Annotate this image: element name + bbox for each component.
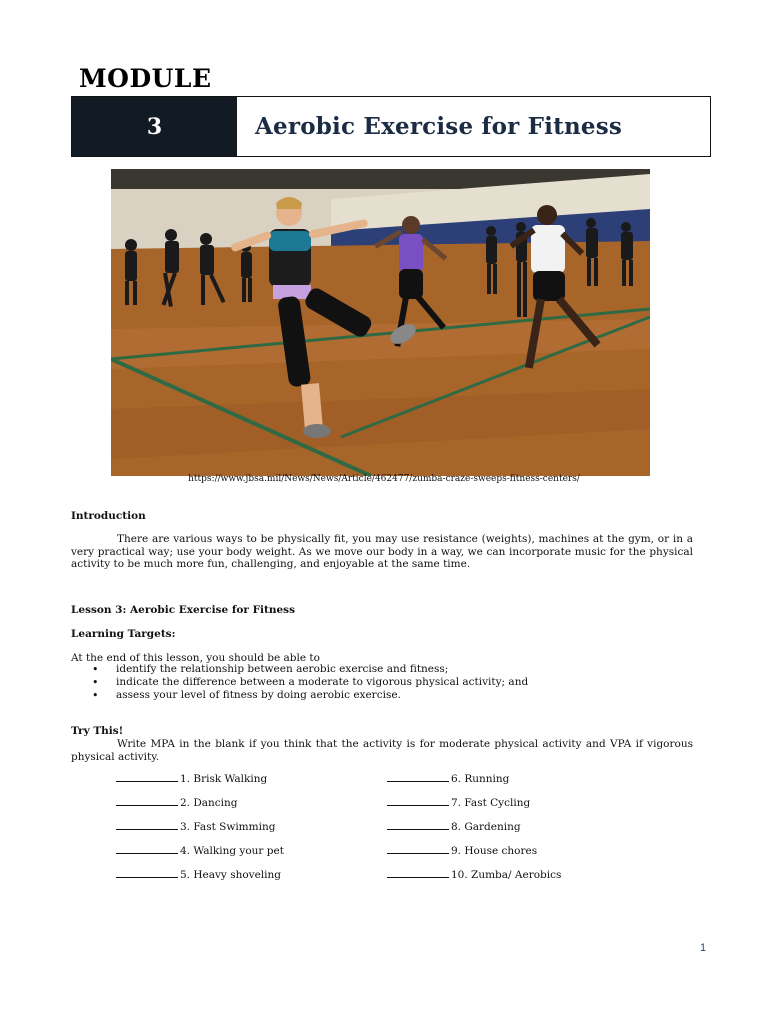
learning-targets-heading: Learning Targets: <box>71 628 176 640</box>
introduction-body: There are various ways to be physically fit, you may use resistance (weights), machines at the gym, or in a very practical way; use your body weight. As we move our body in a way, we can incorporate music for the physical activity to be much more fun, challenging, and enjoyable at the same time. <box>71 533 693 570</box>
activity-label: 5. Heavy shoveling <box>180 869 282 881</box>
activity-item[interactable] <box>116 844 284 857</box>
activity-label: 6. Running <box>451 773 510 785</box>
activity-item[interactable] <box>387 868 561 881</box>
activity-item[interactable] <box>116 820 275 833</box>
answer-blank[interactable] <box>387 844 449 854</box>
activity-label: 3. Fast Swimming <box>180 821 276 833</box>
zumba-class-photo <box>111 169 650 476</box>
try-this-instruction-paragraph <box>71 738 693 763</box>
introduction-heading: Introduction <box>71 510 146 522</box>
learning-target: • identify the relationship between aerobic exercise and fitness; <box>92 663 528 676</box>
activity-item[interactable] <box>387 820 521 833</box>
module-title: Aerobic Exercise for Fitness <box>255 113 622 140</box>
answer-blank[interactable] <box>116 868 178 878</box>
introduction-paragraph <box>71 533 693 571</box>
answer-blank[interactable] <box>387 772 449 782</box>
activity-label: 1. Brisk Walking <box>180 773 268 785</box>
answer-blank[interactable] <box>116 844 178 854</box>
learning-target: • assess your level of fitness by doing aerobic exercise. <box>92 689 528 702</box>
activity-item[interactable] <box>387 844 537 857</box>
module-label: MODULE <box>79 64 212 93</box>
module-header <box>71 96 711 157</box>
photo-caption: https://www.jbsa.mil/News/News/Article/462477/zumba-craze-sweeps-fitness-centers/ <box>188 474 580 484</box>
activity-label: 2. Dancing <box>180 797 238 809</box>
activity-label: 8. Gardening <box>451 821 521 833</box>
activity-item[interactable] <box>387 796 530 809</box>
activity-item[interactable] <box>116 796 238 809</box>
lesson-heading: Lesson 3: Aerobic Exercise for Fitness <box>71 604 296 616</box>
answer-blank[interactable] <box>116 796 178 806</box>
activity-item[interactable] <box>387 772 509 785</box>
activity-item[interactable] <box>116 868 281 881</box>
answer-blank[interactable] <box>116 820 178 830</box>
learning-targets-list <box>92 663 528 702</box>
answer-blank[interactable] <box>387 868 449 878</box>
activity-label: 9. House chores <box>451 845 538 857</box>
activity-label: 7. Fast Cycling <box>451 797 531 809</box>
answer-blank[interactable] <box>387 820 449 830</box>
try-this-heading: Try This! <box>71 725 124 737</box>
module-number: 3 <box>72 97 237 156</box>
learning-targets-intro: At the end of this lesson, you should be able to <box>71 652 320 664</box>
answer-blank[interactable] <box>387 796 449 806</box>
learning-target: • indicate the difference between a moderate to vigorous physical activity; and <box>92 676 528 689</box>
activity-label: 10. Zumba/ Aerobics <box>451 869 562 881</box>
page-number: 1 <box>700 942 707 954</box>
answer-blank[interactable] <box>116 772 178 782</box>
activity-item[interactable] <box>116 772 267 785</box>
photo-illustration <box>111 169 650 476</box>
try-this-instruction: Write MPA in the blank if you think that the activity is for moderate physical activity and VPA if vigorous physical activity. <box>71 738 693 763</box>
activity-label: 4. Walking your pet <box>180 845 284 857</box>
